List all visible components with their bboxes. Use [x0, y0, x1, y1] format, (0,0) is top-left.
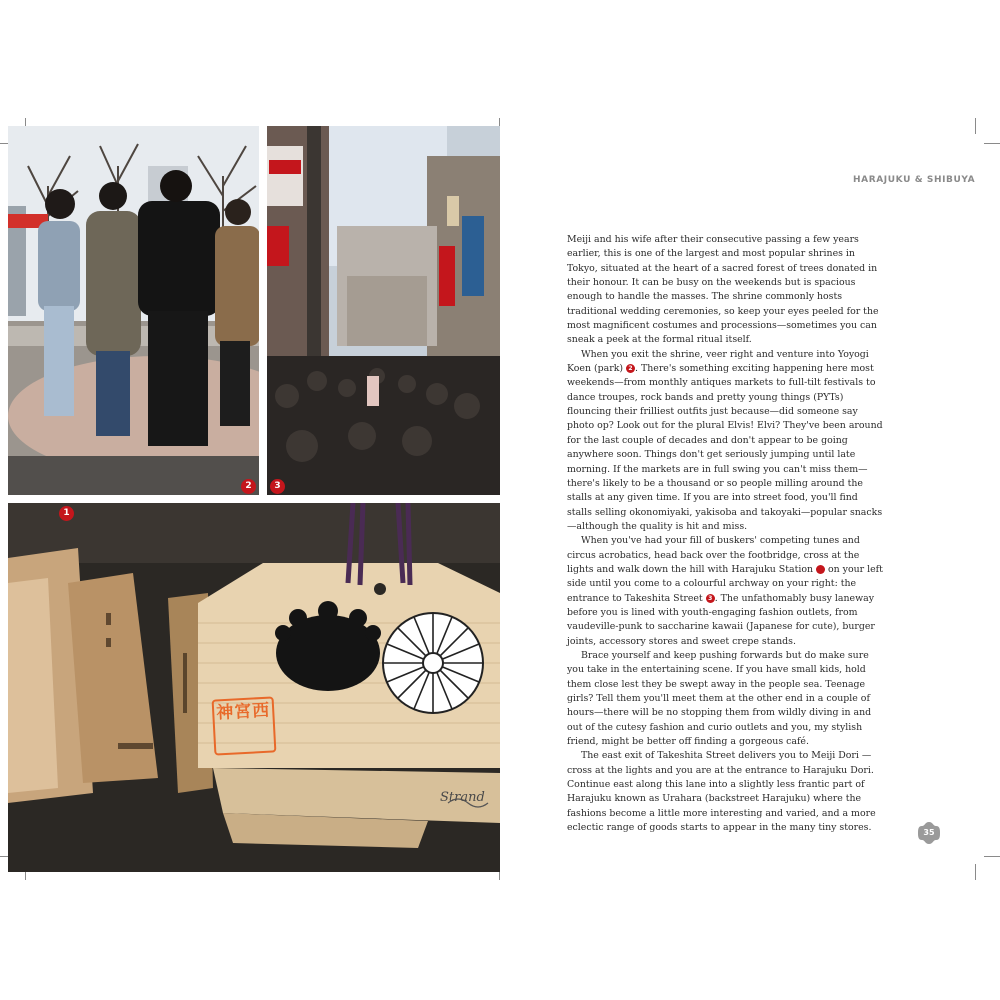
shrine-seal-text: 神宮西	[215, 700, 271, 724]
photo-number-badge: 2	[241, 479, 256, 494]
body-text-column	[567, 233, 885, 835]
page-number-text: 35	[923, 828, 935, 837]
photo-number-badge: 3	[270, 479, 285, 494]
street-crowd-photo	[8, 126, 259, 495]
paragraph: When you've had your fill of buskers' competing tunes and circus acrobatics, head back over the footbridge, cross at the lights and walk down the hill with Harajuku Station on your left side until you come to a colourful archway on your right: the entrance to Takeshita Street 3 . The unfathomably busy laneway before you is lined with youth-engaging fashion outlets, from vaudeville-punk to saccharine kawaii (Japanese for cute), burger joints, accessory stores and sweet crepe stands.	[567, 535, 883, 647]
map-marker-badge: 2	[626, 364, 635, 373]
paragraph: Brace yourself and keep pushing forwards but do make sure you take in the entertaining scene. If you have small kids, hold them close lest they be swept away in the people sea. Teenage girls? Tell them you'll meet them at the other end in a couple of hours—there will be no stopping them from wildly diving in and out of the cutesy fashion and curio outlets and you, my stylish friend, might be better off finding a gorgeous café.	[567, 649, 872, 748]
ema-wooden-plaques-photo	[8, 503, 500, 872]
running-head: HARAJUKU & SHIBUYA	[853, 175, 976, 185]
shrine-seal-stamp	[212, 696, 277, 755]
photo-number-badge: 1	[59, 506, 74, 521]
shopping-street-photo	[267, 126, 500, 495]
page-number	[917, 821, 941, 845]
paragraph: The east exit of Takeshita Street delivers you to Meiji Dori —cross at the lights and you are at the entrance to Harajuku Dori. Continue east along this lane into a slightly less frantic part of Harajuku known as Urahara (backstreet Harajuku) where the fashions become a little more interesting and varied, and a more eclectic range of goods starts to appear in the many tiny stores.	[567, 750, 876, 834]
paragraph: Meiji and his wife after their consecutive passing a few years earlier, this is one of the largest and most popular shrines in Tokyo, situated at the heart of a sacred forest of trees donated in their honour. It can be busy on the weekends but is spacious enough to handle the masses. The shrine commonly hosts traditional wedding ceremonies, so keep your eyes peeled for the most magnificent costumes and processions—sometimes you can sneak a peek at the formal ritual itself.	[567, 234, 879, 346]
plaque-handwriting: Strand	[440, 790, 485, 805]
map-marker-badge	[816, 565, 825, 574]
crop-mark	[975, 864, 976, 880]
map-marker-badge: 3	[706, 594, 715, 603]
paragraph: When you exit the shrine, veer right and venture into Yoyogi Koen (park) 2 . There's something exciting happening here most weekends—from monthly antiques markets to full-tilt festivals to dance troupes, rock bands and pretty young things (PYTs) flouncing their frilliest outfits just because—did someone say photo op? Look out for the plural Elvis! Elvi? They've been around for the last couple of decades and don't appear to be going anywhere soon. Things don't get seriously jumping until late morning. If the markets are in full swing you can't miss them—there's likely to be a thousand or so people milling around the stalls at any given time. If you are into street food, you'll find stalls selling okonomiyaki, yakisoba and takoyaki—popular snacks—although the quality is hit and miss.	[567, 348, 883, 532]
crop-mark	[975, 118, 976, 134]
crop-mark	[984, 856, 1000, 857]
crop-mark	[984, 143, 1000, 144]
